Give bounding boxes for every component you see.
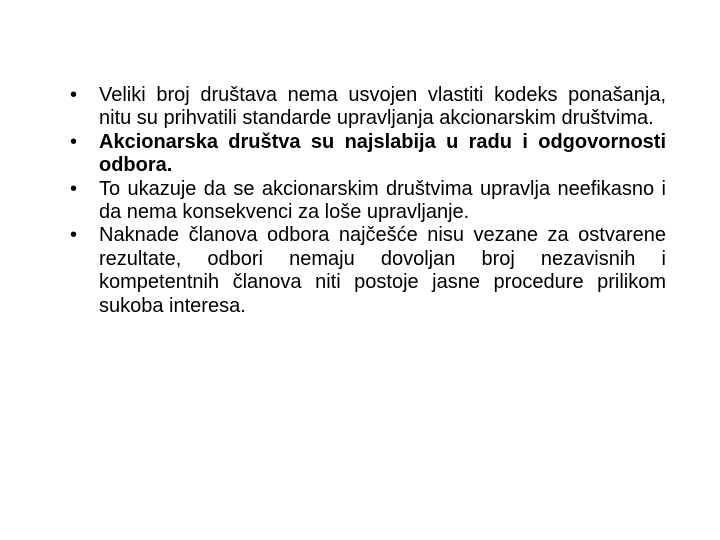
bullet-icon: • xyxy=(70,177,78,200)
bullet-icon: • xyxy=(70,224,78,247)
bullet-icon: • xyxy=(70,130,78,153)
bullet-text: Akcionarska društva su najslabija u radu i odgovornosti odbora. xyxy=(99,130,666,177)
bullet-item-4 xyxy=(66,224,666,318)
bullet-list xyxy=(66,84,666,318)
bullet-text: Naknade članova odbora najčešće nisu vezane za ostvarene rezultate, odbori nemaju dovoljan broj nezavisnih i kompetentnih članova niti postoje jasne procedure prilikom sukoba interesa. xyxy=(99,224,666,317)
bullet-text: Veliki broj društava nema usvojen vlastiti kodeks ponašanja, nitu su prihvatili standarde upravljanja akcionarskim društvima. xyxy=(99,84,666,130)
bullet-item-3 xyxy=(66,178,666,225)
bullet-item-2 xyxy=(66,131,666,178)
bullet-item-1 xyxy=(66,84,666,131)
bullet-text: To ukazuje da se akcionarskim društvima upravlja neefikasno i da nema konsekvenci za loše upravljanje. xyxy=(99,177,666,224)
bullet-icon: • xyxy=(70,84,78,106)
